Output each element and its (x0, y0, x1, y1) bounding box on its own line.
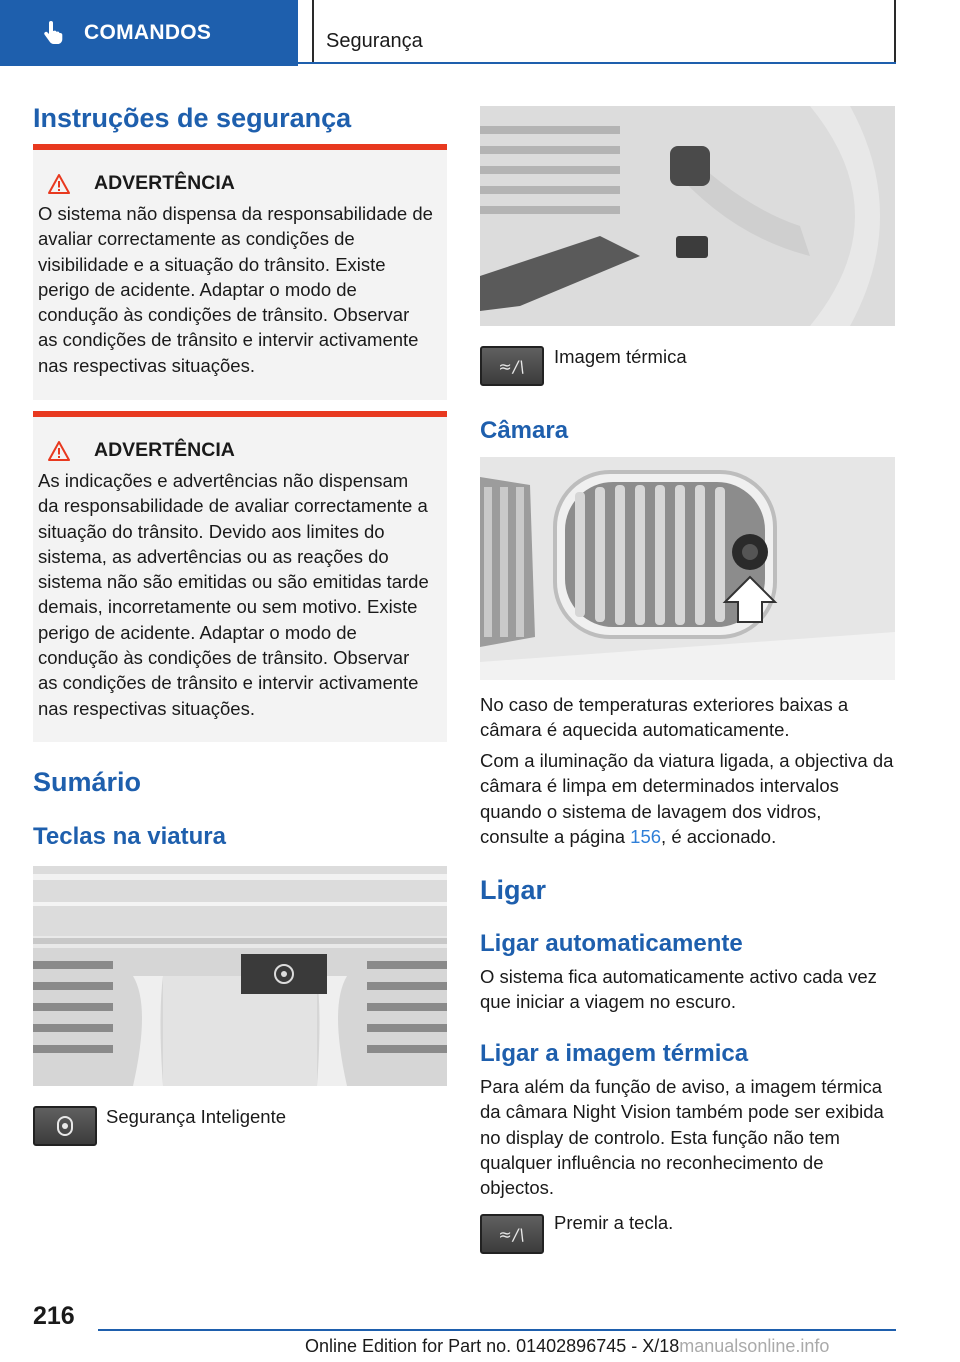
warning-triangle-icon (48, 173, 70, 195)
warning-box-2 (33, 411, 447, 742)
front-grille-camera-photo (480, 457, 895, 680)
page-number: 216 (33, 1302, 75, 1330)
header-divider-right (894, 0, 896, 64)
summary-heading: Sumário (33, 767, 142, 797)
thermal-on-text: Para além da função de aviso, a imagem térmica da câmara Night Vision também pode ser exibida no display de controlo. Esta função não tem qualquer influência no reconhecimento de objectos. (480, 1076, 884, 1199)
camera-paragraph-2: Com a iluminação da viatura ligada, a objectiva da câmara é limpa em determinados intervalos quando o sistema de lavagem dos vidros, consulte a página 156, é accionado. (480, 750, 894, 847)
auto-on-heading: Ligar automaticamente (480, 930, 743, 957)
press-button-caption: Premir a tecla. (554, 1212, 674, 1233)
watermark: manualsonline.info (679, 1336, 830, 1356)
warning-title: ADVERTÊNCIA (94, 439, 235, 461)
warning-title: ADVERTÊNCIA (94, 172, 235, 194)
header-rule (298, 62, 896, 64)
dashboard-buttons-photo (33, 866, 447, 1086)
intelligent-safety-button-icon (33, 1106, 97, 1146)
page-reference-link[interactable]: 156 (630, 825, 662, 847)
steering-column-photo (480, 106, 895, 326)
camera-paragraph-1: No caso de temperaturas exteriores baixas a câmara é aquecida automaticamente. (480, 694, 849, 741)
section-title: Segurança (326, 30, 423, 52)
header-divider (312, 0, 314, 64)
night-vision-button-icon: ≈/\ (480, 1214, 544, 1254)
button-caption: Segurança Inteligente (106, 1106, 286, 1127)
buttons-heading: Teclas na viatura (33, 823, 226, 850)
page-heading: Instruções de segurança (33, 103, 352, 133)
chapter-tab (0, 0, 298, 66)
warning-text: As indicações e advertências não dispensam da responsabilidade de avaliar correctamente a situação do trânsito. Devido aos limites do sistema, as advertências ou as reações do sistema não são emitidas ou são emitidas tarde demais, incorretamente ou sem motivo. Existe perigo de acidente. Adaptar o modo de condução às condições de trânsito. Observar as condições de trânsito e intervir activamente nas respectivas situações. (38, 470, 429, 719)
footer-edition: Online Edition for Part no. 01402896745 - X/18manualsonline.info (305, 1336, 830, 1356)
footer-rule (98, 1329, 896, 1331)
warning-text: O sistema não dispensa da responsabilidade de avaliar correctamente as condições de visibilidade e a situação do trânsito. Existe perigo de acidente. Adaptar o modo de condução às condições de trânsito. Observar as condições de trânsito e intervir activamente nas respectivas situações. (38, 203, 433, 376)
warning-triangle-icon (48, 440, 70, 462)
pointing-hand-icon (40, 20, 66, 46)
chapter-label: COMANDOS (84, 21, 212, 44)
warning-box-1 (33, 144, 447, 400)
auto-on-text: O sistema fica automaticamente activo cada vez que iniciar a viagem no escuro. (480, 966, 877, 1013)
thermal-on-heading: Ligar a imagem térmica (480, 1040, 749, 1067)
switch-on-heading: Ligar (480, 875, 547, 905)
night-vision-button-icon: ≈/\ (480, 346, 544, 386)
camera-heading: Câmara (480, 417, 569, 444)
button-caption: Imagem térmica (554, 346, 687, 367)
